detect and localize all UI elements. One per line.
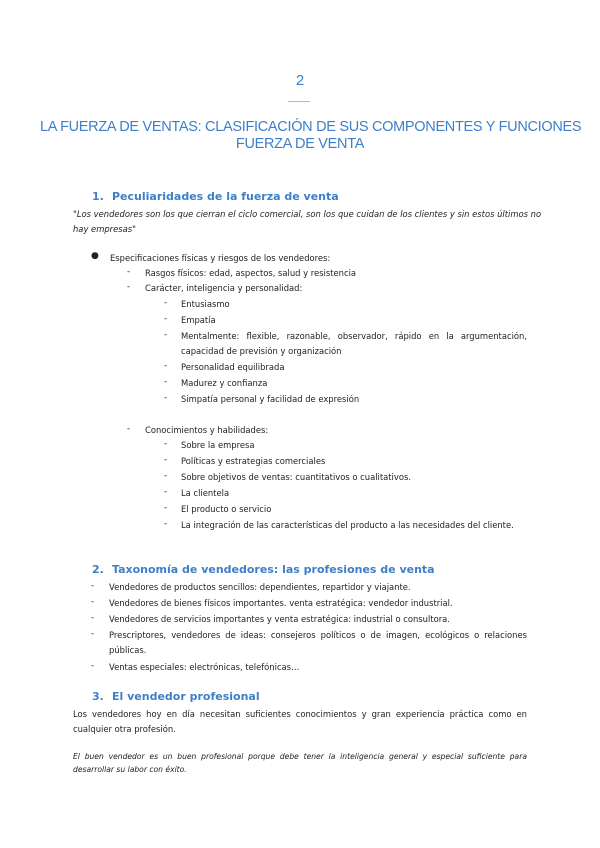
trait-item: Personalidad equilibrada (181, 362, 285, 372)
section-2-title: Taxonomía de vendedores: las profesiones de venta (112, 563, 435, 576)
section-1-title: Peculiaridades de la fuerza de venta (112, 190, 339, 203)
title-line-1: LA FUERZA DE VENTAS: CLASIFICACIÓN DE SUS COMPONENTES Y FUNCIONES (40, 119, 582, 135)
dash-icon: - (164, 502, 168, 512)
knowledge-item: La clientela (181, 488, 230, 498)
sub-item-knowledge: Conocimientos y habilidades: (145, 425, 269, 435)
knowledge-item: Sobre la empresa (181, 440, 255, 450)
dash-icon: - (127, 423, 131, 433)
dash-icon: - (164, 329, 168, 339)
dash-icon: - (127, 266, 131, 276)
knowledge-item: Políticas y estrategias comerciales (181, 456, 326, 466)
page-number: 2 (295, 72, 305, 89)
bullet-icon: ● (91, 251, 99, 261)
profession-item: Prescriptores, vendedores de ideas: consejeros políticos o de imagen, ecológicos o relaciones públicas. (109, 630, 527, 655)
dash-icon: - (164, 454, 168, 464)
bullet-specifications: Especificaciones físicas y riesgos de los vendedores: (110, 253, 331, 263)
profession-item: Vendedores de bienes físicos importantes. venta estratégica: vendedor industrial. (109, 598, 453, 608)
document-title (40, 119, 582, 153)
title-line-2: FUERZA DE VENTA (235, 136, 365, 152)
profession-item: Vendedores de productos sencillos: dependientes, repartidor y viajante. (109, 582, 411, 592)
section-3-paragraph: Los vendedores hoy en día necesitan suficientes conocimientos y gran experiencia práctica como en cualquier otra profesión. (73, 709, 527, 734)
dash-icon: - (164, 470, 168, 480)
knowledge-item: Sobre objetivos de ventas: cuantitativos o cualitativos. (181, 472, 411, 482)
dash-icon: - (91, 628, 95, 638)
knowledge-item: La integración de las características del producto a las necesidades del cliente. (181, 520, 514, 530)
section-2-number: 2. (92, 563, 104, 576)
dash-icon: - (91, 596, 95, 606)
section-1-quote-line-1: "Los vendedores son los que cierran el ciclo comercial, son los que cuidan de los clientes y sin estos últimos no (73, 209, 542, 219)
dash-icon: - (164, 392, 168, 402)
dash-icon: - (164, 313, 168, 323)
section-3-title: El vendedor profesional (112, 690, 260, 703)
dash-icon: - (164, 297, 168, 307)
dash-icon: - (164, 486, 168, 496)
section-1-quote-line-2: hay empresas" (73, 224, 136, 234)
trait-item: Empatía (181, 315, 216, 325)
dash-icon: - (91, 660, 95, 670)
page-number-underline (288, 101, 310, 102)
dash-icon: - (164, 518, 168, 528)
section-1-number: 1. (92, 190, 104, 203)
dash-icon: - (164, 376, 168, 386)
trait-item: Madurez y confianza (181, 378, 268, 388)
dash-icon: - (91, 612, 95, 622)
dash-icon: - (164, 438, 168, 448)
trait-item: Mentalmente: flexible, razonable, observador, rápido en la argumentación, capacidad de previsión y organización (181, 331, 527, 356)
section-3-quote: El buen vendedor es un buen profesional porque debe tener la inteligencia general y especial suficiente para desarrollar su labor con éxito. (73, 752, 527, 774)
section-3-number: 3. (92, 690, 104, 703)
profession-item: Ventas especiales: electrónicas, telefónicas… (109, 662, 300, 672)
sub-item-character: Carácter, inteligencia y personalidad: (145, 283, 303, 293)
profession-item: Vendedores de servicios importantes y venta estratégica: industrial o consultora. (109, 614, 450, 624)
trait-item: Simpatía personal y facilidad de expresión (181, 394, 360, 404)
dash-icon: - (164, 360, 168, 370)
knowledge-item: El producto o servicio (181, 504, 272, 514)
dash-icon: - (91, 580, 95, 590)
dash-icon: - (127, 281, 131, 291)
sub-item-physical: Rasgos físicos: edad, aspectos, salud y resistencia (145, 268, 357, 278)
trait-item: Entusiasmo (181, 299, 230, 309)
